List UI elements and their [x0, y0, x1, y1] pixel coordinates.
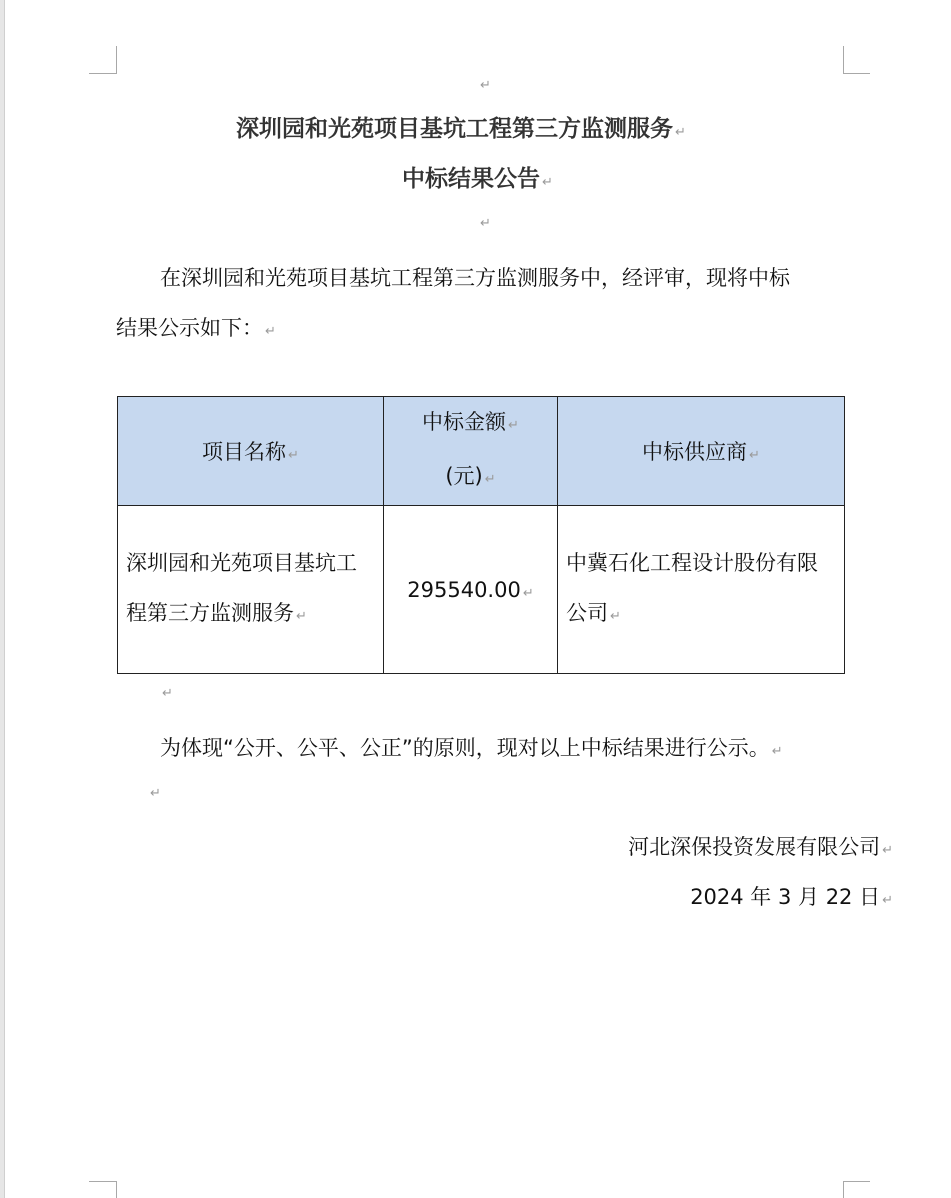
header-project-name: 项目名称 ↵: [118, 397, 384, 506]
paragraph-mark: ↵: [296, 608, 307, 624]
title-line-2: 中标结果公告 ↵: [402, 166, 553, 192]
paragraph-mark: ↵: [542, 175, 553, 190]
cell-supplier: 中冀石化工程设计股份有限 公司 ↵: [558, 506, 845, 674]
paragraph-mark: ↵: [508, 418, 519, 433]
paragraph-mark: ↵: [484, 472, 496, 487]
header-supplier: 中标供应商 ↵: [558, 397, 845, 506]
cell-project-name: 深圳园和光苑项目基坑工 程第三方监测服务 ↵: [118, 506, 384, 674]
intro-line-1: 在深圳园和光苑项目基坑工程第三方监测服务中，经评审，现将中标: [160, 266, 790, 290]
paragraph-mark: ↵: [882, 843, 893, 858]
table-row: [118, 506, 845, 674]
paragraph-mark: ↵: [288, 448, 299, 463]
signature-date: 2024 年 3 月 22 日 ↵: [690, 885, 893, 909]
paragraph-mark: ↵: [610, 608, 621, 624]
paragraph-mark: ↵: [749, 448, 760, 463]
title-line-1: 深圳园和光苑项目基坑工程第三方监测服务 ↵: [236, 116, 686, 142]
result-table: [117, 396, 845, 674]
table-header-row: [118, 397, 845, 506]
signature-company: 河北深保投资发展有限公司 ↵: [628, 835, 893, 859]
paragraph-mark: ↵: [150, 786, 161, 801]
page-left-edge: [0, 0, 5, 1198]
paragraph-mark: ↵: [522, 585, 534, 601]
paragraph-mark: ↵: [162, 686, 173, 701]
paragraph-mark: ↵: [771, 744, 783, 759]
paragraph-mark: ↵: [675, 125, 686, 140]
paragraph-mark: ↵: [265, 324, 276, 339]
header-amount: 中标金额 ↵ (元) ↵: [384, 397, 558, 506]
paragraph-mark: ↵: [480, 78, 491, 93]
paragraph-mark: ↵: [480, 216, 491, 231]
paragraph-mark: ↵: [882, 893, 893, 908]
intro-line-2: 结果公示如下： ↵: [116, 316, 276, 340]
cell-amount: 295540.00 ↵: [384, 506, 558, 674]
closing-paragraph: 为体现“公开、公平、公正”的原则，现对以上中标结果进行公示。 ↵: [160, 736, 783, 760]
